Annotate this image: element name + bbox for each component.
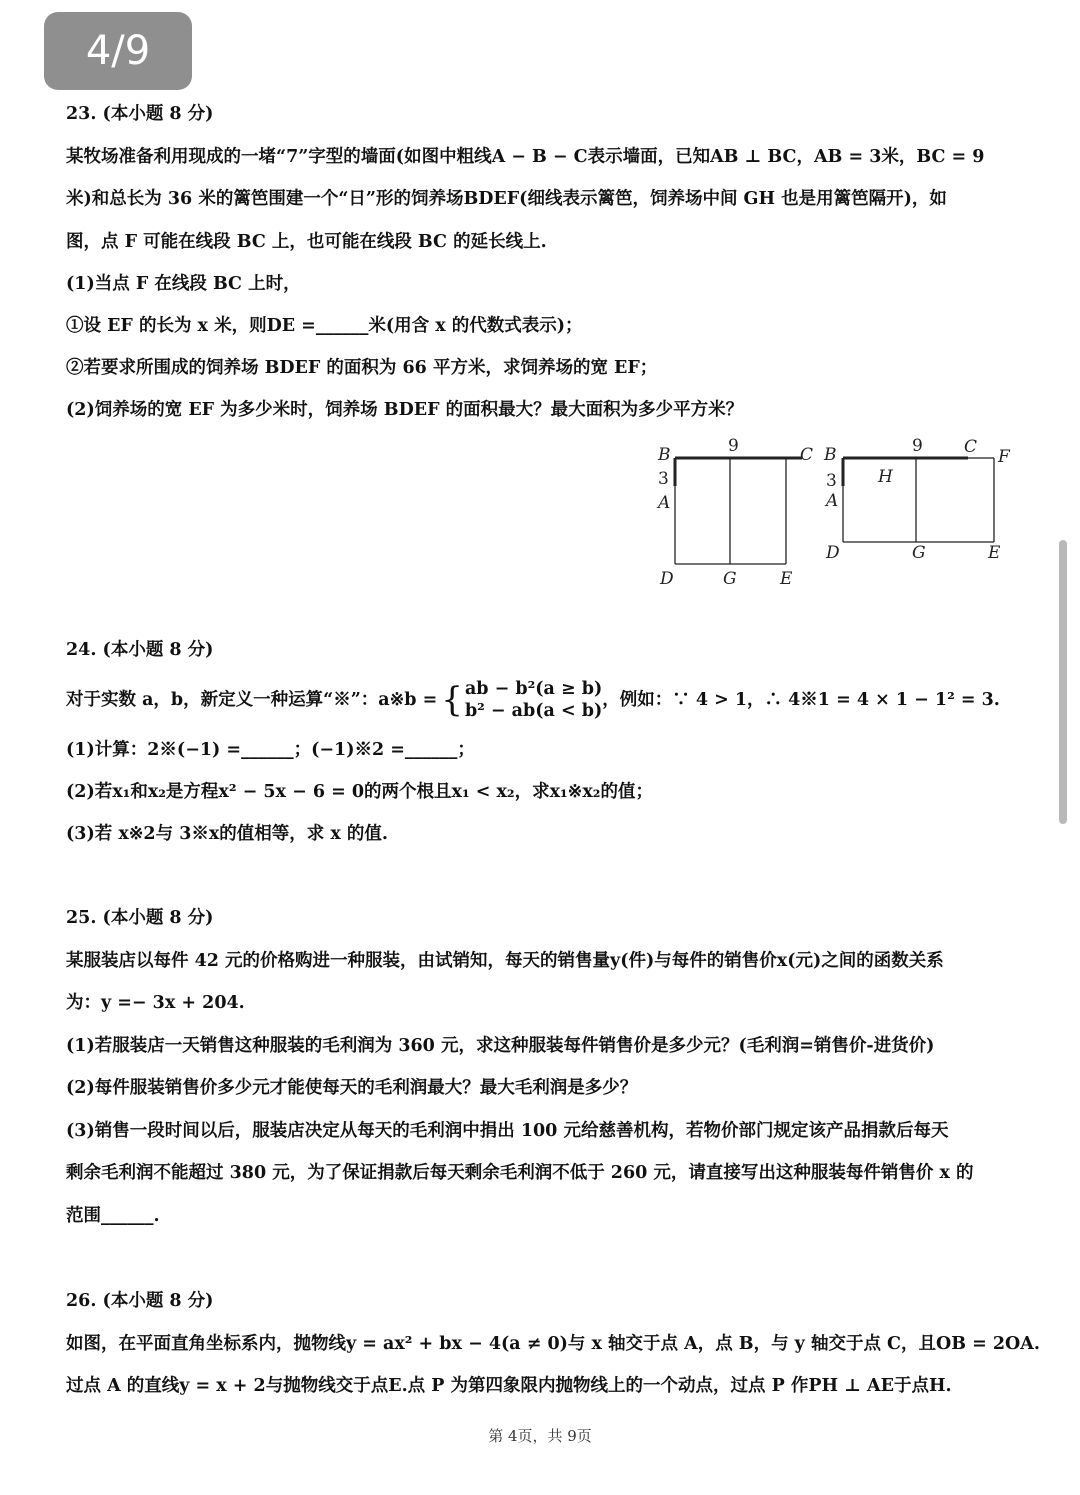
q24-def-suffix: ，例如：∵ 4 > 1，∴ 4※1 = 4 × 1 − 1² = 3. — [602, 690, 1000, 710]
q24-case-2: b² − ab(a < b) — [464, 701, 603, 721]
q23-text-line-3: 图，点 F 可能在线段 BC 上，也可能在线段 BC 的延长线上. — [66, 232, 547, 252]
q23-part1-sub1: ①设 EF 的长为 x 米，则DE =______米(用含 x 的代数式表示)； — [66, 316, 583, 336]
q24-brace: { — [441, 680, 463, 720]
fig2-label-b: B — [824, 445, 837, 465]
q24-part2: (2)若x₁和x₂是方程x² − 5x − 6 = 0的两个根且x₁ < x₂，求x₁※x₂的值； — [66, 782, 653, 802]
q24-part3: (3)若 x※2与 3※x的值相等，求 x 的值. — [66, 824, 389, 844]
q24-part1: (1)计算：2※(−1) =______；(−1)※2 =______； — [66, 740, 475, 760]
fig1-label-a: A — [658, 493, 671, 513]
q24-heading: 24. (本小题 8 分) — [66, 640, 214, 660]
q25-text-line-1: 某服装店以每件 42 元的价格购进一种服装，由试销知，每天的销售量y(件)与每件的销售价x(元)之间的函数关系 — [66, 951, 944, 971]
q24-case-1: ab − b²(a ≥ b) — [464, 679, 603, 699]
page-footer: 第 4页，共 9页 — [488, 1427, 592, 1445]
fig2-label-9: 9 — [912, 436, 923, 456]
q24-def-prefix: 对于实数 a，b，新定义一种运算“※”：a※b = — [66, 690, 438, 710]
fig2-label-3: 3 — [826, 471, 837, 491]
q25-heading: 25. (本小题 8 分) — [66, 908, 214, 928]
q25-part1: (1)若服装店一天销售这种服装的毛利润为 360 元，求这种服装每件销售价是多少元？(毛利润=销售价-进货价) — [66, 1036, 935, 1056]
q23-heading: 23. (本小题 8 分) — [66, 104, 214, 124]
q23-text-line-2: 米)和总长为 36 米的篱笆围建一个“日”形的饲养场BDEF(细线表示篱笆，饲养场中间 GH 也是用篱笆隔开)，如 — [66, 189, 947, 209]
scrollbar-thumb[interactable] — [1059, 540, 1067, 824]
fig2-label-c: C — [964, 437, 978, 457]
q23-part2: (2)饲养场的宽 EF 为多少米时，饲养场 BDEF 的面积最大？最大面积为多少平方米？ — [66, 400, 744, 420]
q25-part2: (2)每件服装销售价多少元才能使每天的毛利润最大？最大毛利润是多少？ — [66, 1078, 638, 1098]
fig1-label-b: B — [658, 445, 671, 465]
fig2-label-h: H — [878, 467, 893, 487]
q25-text-line-2: 为：y =− 3x + 204. — [66, 993, 245, 1013]
fig2-label-d: D — [826, 543, 840, 563]
q23-part1-sub2: ②若要求所围成的饲养场 BDEF 的面积为 66 平方米，求饲养场的宽 EF； — [66, 358, 658, 378]
q23-text-line-1: 某牧场准备利用现成的一堵“7”字型的墙面(如图中粗线A − B − C表示墙面，已知AB ⊥ BC，AB = 3米，BC = 9 — [66, 147, 985, 167]
fig2-label-e: E — [988, 543, 1001, 563]
fig1-label-3: 3 — [658, 469, 669, 489]
fig1-label-g: G — [723, 569, 737, 589]
fig2-label-g: G — [912, 543, 926, 563]
q24-definition — [66, 676, 1000, 724]
q26-text-line-2: 过点 A 的直线y = x + 2与抛物线交于点E.点 P 为第四象限内抛物线上的一个动点，过点 P 作PH ⊥ AE于点H. — [66, 1376, 952, 1396]
page-indicator-badge: 4/9 — [44, 12, 192, 90]
fig2-label-a: A — [826, 491, 839, 511]
q25-part3-line-2: 剩余毛利润不能超过 380 元，为了保证捐款后每天剩余毛利润不低于 260 元，请直接写出这种服装每件销售价 x 的 — [66, 1163, 974, 1183]
q25-part3-line-1: (3)销售一段时间以后，服装店决定从每天的毛利润中捐出 100 元给慈善机构，若物价部门规定该产品捐款后每天 — [66, 1121, 949, 1141]
q26-text-line-1: 如图，在平面直角坐标系内，抛物线y = ax² + bx − 4(a ≠ 0)与 x 轴交于点 A，点 B，与 y 轴交于点 C，且OB = 2OA. — [66, 1334, 1040, 1354]
fig1-label-c: C — [800, 445, 814, 465]
q23-figure-1 — [650, 436, 820, 592]
q25-part3-line-3: 范围______. — [66, 1206, 160, 1226]
q24-piecewise — [465, 678, 602, 722]
fig1-label-e: E — [780, 569, 793, 589]
q23-part1: (1)当点 F 在线段 BC 上时， — [66, 274, 301, 294]
fig1-label-d: D — [660, 569, 674, 589]
fig2-label-f: F — [998, 447, 1010, 467]
q23-figure-2 — [818, 436, 1018, 566]
q26-heading: 26. (本小题 8 分) — [66, 1291, 214, 1311]
fig1-label-9: 9 — [728, 436, 739, 456]
